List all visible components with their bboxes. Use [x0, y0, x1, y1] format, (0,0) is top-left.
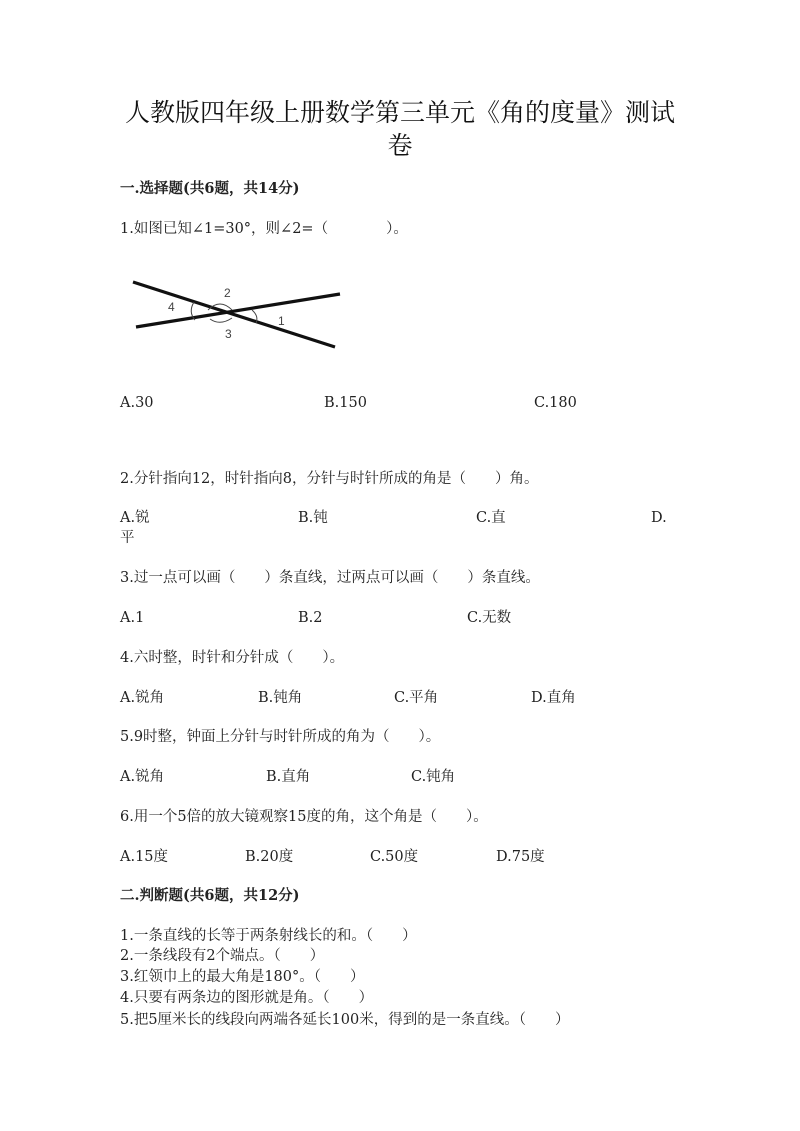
- judgment-item-1: 1.一条直线的长等于两条射线长的和。（ ）: [120, 928, 417, 944]
- q3-option-a: A.1: [120, 610, 145, 626]
- q1-option-b: B.150: [324, 395, 367, 411]
- question-6-text: 6.用一个5倍的放大镜观察15度的角，这个角是（ ）。: [120, 809, 488, 825]
- question-2-text: 2.分针指向12，时针指向8，分针与时针所成的角是（ ）角。: [120, 471, 539, 487]
- angle-3-arc: [210, 318, 232, 322]
- question-1-text: 1.如图已知∠1=30°，则∠2=（ ）。: [120, 221, 408, 237]
- angle-label-3: 3: [225, 327, 232, 341]
- intersecting-lines-figure: [128, 272, 348, 352]
- q1-option-a: A.30: [120, 395, 154, 411]
- title-line-2: 卷: [387, 131, 413, 160]
- judgment-item-5: 5.把5厘米长的线段向两端各延长100米，得到的是一条直线。（ ）: [120, 1012, 570, 1028]
- q2-option-d-wrap: 平: [120, 530, 135, 546]
- q4-option-b: B.钝角: [258, 690, 303, 706]
- q5-option-a: A.锐角: [120, 769, 165, 785]
- angle-label-4: 4: [168, 300, 175, 314]
- q4-option-a: A.锐角: [120, 690, 165, 706]
- q6-option-b: B.20度: [245, 849, 294, 865]
- section-heading-choice: 一.选择题(共6题，共14分): [120, 180, 300, 197]
- question-5-text: 5.9时整，钟面上分针与时针所成的角为（ ）。: [120, 729, 441, 745]
- section-heading-judgment: 二.判断题(共6题，共12分): [120, 887, 300, 904]
- title-line-1: 人教版四年级上册数学第三单元《角的度量》测试: [124, 98, 675, 127]
- angle-label-2: 2: [224, 286, 231, 300]
- q3-option-c: C.无数: [467, 610, 512, 626]
- judgment-item-2: 2.一条线段有2个端点。（ ）: [120, 948, 325, 964]
- figure-line-descending: [133, 282, 335, 347]
- figure-line-ascending: [136, 294, 340, 327]
- page-title: [100, 96, 700, 162]
- q2-option-c: C.直: [476, 510, 506, 526]
- q4-option-d: D.直角: [531, 690, 576, 706]
- q1-option-c: C.180: [534, 395, 577, 411]
- q2-option-d: D.: [651, 510, 667, 526]
- q5-option-b: B.直角: [266, 769, 311, 785]
- q5-option-c: C.钝角: [411, 769, 456, 785]
- q6-option-d: D.75度: [496, 849, 545, 865]
- angle-label-1: 1: [278, 314, 285, 328]
- q6-option-c: C.50度: [370, 849, 419, 865]
- judgment-item-3: 3.红领巾上的最大角是180°。（ ）: [120, 969, 365, 985]
- q4-option-c: C.平角: [394, 690, 439, 706]
- question-3-text: 3.过一点可以画（ ）条直线，过两点可以画（ ）条直线。: [120, 570, 540, 586]
- question-4-text: 4.六时整，时针和分针成（ ）。: [120, 650, 345, 666]
- q6-option-a: A.15度: [120, 849, 169, 865]
- q2-option-a: A.锐: [120, 510, 150, 526]
- q3-option-b: B.2: [298, 610, 323, 626]
- judgment-item-4: 4.只要有两条边的图形就是角。（ ）: [120, 990, 374, 1006]
- q2-option-b: B.钝: [298, 510, 328, 526]
